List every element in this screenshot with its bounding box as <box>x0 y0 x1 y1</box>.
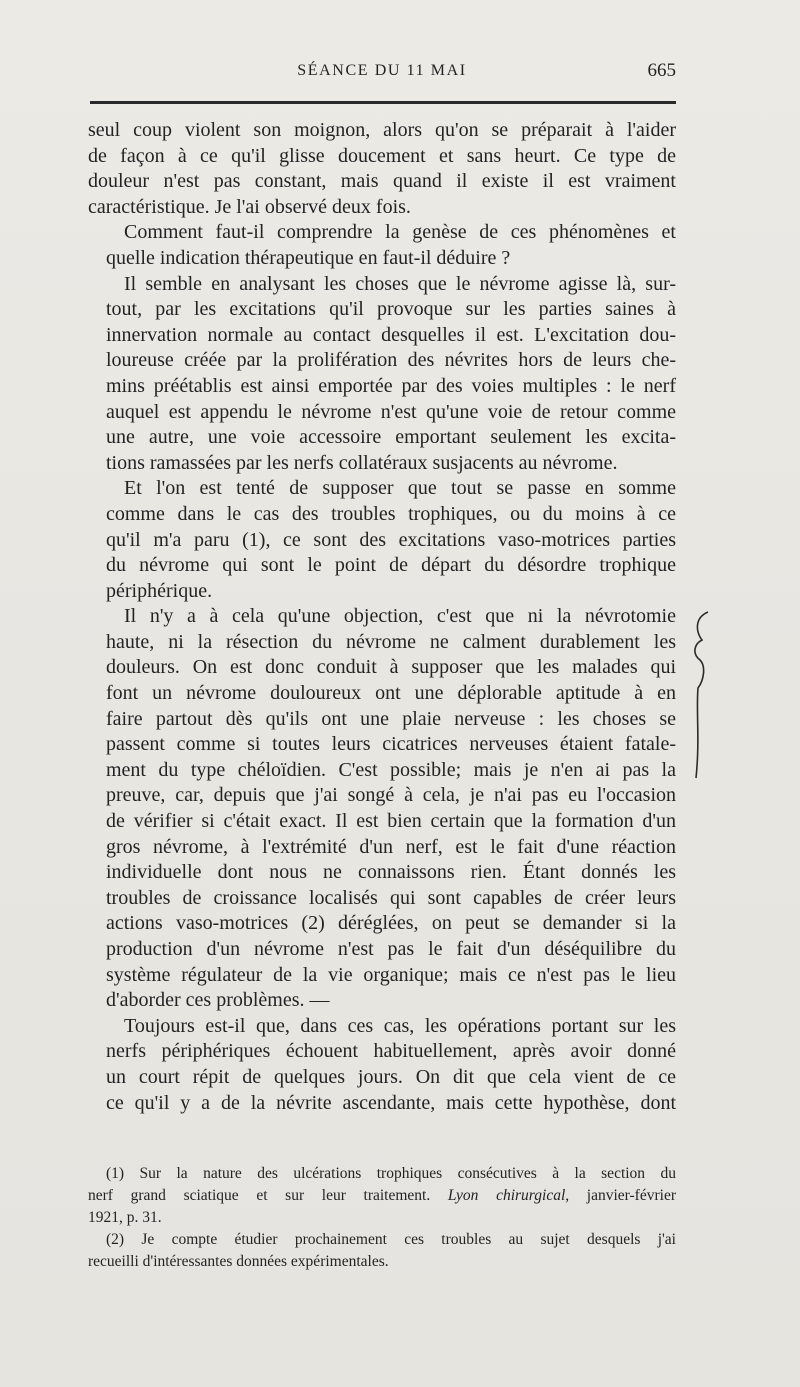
text-line: Il n'y a à cela qu'une objection, c'est que ni la névrotomie <box>124 605 676 628</box>
page-number: 665 <box>647 60 676 81</box>
text-line: de façon à ce qu'il glisse doucement et sans heurt. Ce type de <box>88 144 676 167</box>
text-line: haute, ni la résection du névrome ne calment durablement les <box>106 630 676 653</box>
text-line: périphérique. <box>106 579 213 602</box>
text-line: loureuse créée par la prolifération des névrites hors de leurs che- <box>106 349 676 372</box>
text-line: douleur n'est pas constant, mais quand il existe il est vraiment <box>88 170 676 193</box>
paragraph-5 <box>88 604 676 1014</box>
text-line: Il semble en analysant les choses que le névrome agisse là, sur- <box>124 272 676 295</box>
text-line: nerfs périphériques échouent habituellement, après avoir donné <box>106 1040 676 1063</box>
text-line: douleurs. On est donc conduit à supposer que les malades qui <box>106 656 676 679</box>
text-line: ment du type chéloïdien. C'est possible; mais je n'en ai pas la <box>106 758 676 781</box>
footnote-2-line: recueilli d'intéressantes données expérimentales. <box>88 1253 389 1270</box>
text-line: comme dans le cas des troubles trophiques, ou du moins à ce <box>106 502 676 525</box>
text-line: production d'un névrome n'est pas le fait d'un déséquilibre du <box>106 938 676 960</box>
paragraph-3 <box>88 272 676 477</box>
text-line: font un névrome douloureux ont une déplorable aptitude à en <box>106 682 676 705</box>
footnote-2-line: (2) Je compte étudier prochainement ces troubles au sujet desquels j'ai <box>106 1231 676 1248</box>
text-line: une autre, une voie accessoire emportant seulement les excita- <box>106 426 676 449</box>
text-line: auquel est appendu le névrome n'est qu'une voie de retour comme <box>106 400 676 423</box>
text-line: caractéristique. Je l'ai observé deux fois. <box>88 195 411 218</box>
text-line: preuve, car, depuis que j'ai songé à cela, je n'ai pas eu l'occasion <box>106 784 676 807</box>
text-line: tout, par les excitations qu'il provoque sur les parties saines à <box>106 298 676 321</box>
text-line: Et l'on est tenté de supposer que tout se passe en somme <box>124 477 676 500</box>
text-line: troubles de croissance localisés qui sont capables de créer leurs <box>106 886 676 909</box>
text-line: système régulateur de la vie organique; mais ce n'est pas le lieu <box>106 963 676 986</box>
text-line: d'aborder ces problèmes. — <box>106 989 330 1012</box>
margin-pencil-mark <box>686 610 716 780</box>
text-line: du névrome qui sont le point de départ du désordre trophique <box>106 554 676 577</box>
text-line: faire partout dès qu'ils ont une plaie nerveuse : les choses se <box>106 707 676 730</box>
text-line: seul coup violent son moignon, alors qu'on se préparait à l'aider <box>88 119 676 141</box>
text-line: tions ramassées par les nerfs collatéraux susjacents au névrome. <box>106 451 618 474</box>
running-header <box>88 58 676 88</box>
paragraph-2 <box>88 220 676 271</box>
paragraph-4 <box>88 476 676 604</box>
body-text <box>88 118 676 1116</box>
text-line: passent comme si toutes leurs cicatrices nerveuses étaient fatale- <box>106 733 676 756</box>
text-line: actions vaso-motrices (2) déréglées, on peut se demander si la <box>106 912 676 935</box>
footnote-text: nerf grand sciatique et sur leur traitement. <box>88 1187 448 1204</box>
footnote-text: , janvier-février <box>565 1187 676 1204</box>
footnote-1-line: 1921, p. 31. <box>88 1209 162 1226</box>
paragraph-6 <box>88 1014 676 1116</box>
journal-title: Lyon chirurgical <box>447 1187 566 1204</box>
text-line: Toujours est-il que, dans ces cas, les opérations portant sur les <box>124 1014 676 1037</box>
running-title: SÉANCE DU 11 MAI <box>297 62 467 79</box>
text-line: de vérifier si c'était exact. Il est bien certain que la formation d'un <box>106 810 676 833</box>
header-rule <box>90 101 676 104</box>
footnote-1-line <box>88 1185 676 1207</box>
text-line: Comment faut-il comprendre la genèse de ces phénomènes et <box>124 221 676 244</box>
footnote-1-line: (1) Sur la nature des ulcérations trophiques consécutives à la section du <box>106 1165 676 1182</box>
footnotes <box>88 1163 676 1273</box>
text-line: quelle indication thérapeutique en faut-il déduire ? <box>106 246 511 269</box>
text-line: individuelle dont nous ne connaissons rien. Étant donnés les <box>106 861 676 884</box>
paragraph-1 <box>88 118 676 220</box>
text-line: qu'il m'a paru (1), ce sont des excitations vaso-motrices parties <box>106 528 676 551</box>
text-line: un court répit de quelques jours. On dit que cela vient de ce <box>106 1065 676 1088</box>
text-line: gros névrome, à l'extrémité d'un nerf, est le fait d'une réaction <box>106 835 676 858</box>
text-line: ce qu'il y a de la névrite ascendante, mais cette hypothèse, dont <box>106 1091 676 1114</box>
text-line: mins préétablis est ainsi emportée par des voies multiples : le nerf <box>106 374 676 397</box>
text-line: innervation normale au contact desquelles il est. L'excitation dou- <box>106 323 676 346</box>
